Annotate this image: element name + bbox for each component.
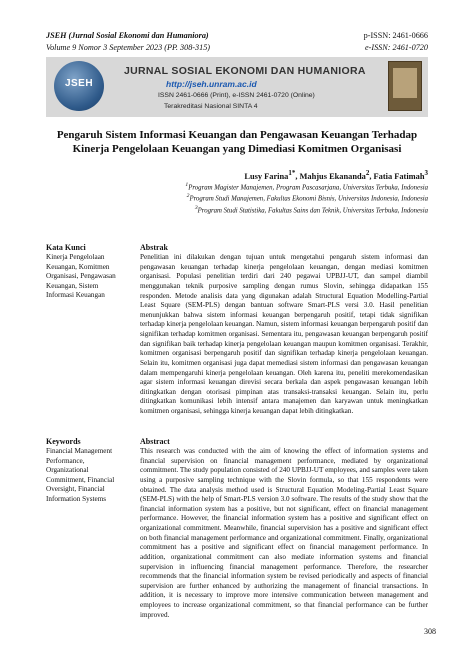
journal-cover-image <box>388 61 422 111</box>
journal-logo <box>54 61 104 111</box>
volume-info: Volume 9 Nomor 3 September 2023 (PP. 308-315) <box>46 43 211 52</box>
logo-text: JSEH <box>64 78 94 89</box>
affiliation-2: $^2$Program Studi Manajemen, Fakultas Ekonomi Bisnis, Universitas Indonesia, Indonesia <box>186 193 428 203</box>
abstract-id-heading: Abstrak <box>140 243 169 252</box>
banner-issn: ISSN 2461-0666 (Print), e-ISSN 2461-0720 (Online) <box>158 92 315 99</box>
abstract-id-text: Penelitian ini dilakukan dengan tujuan untuk mengetahui pengaruh sistem informasi dan pengawasan keuangan terhadap kinerja pengelolaan keuangan, dengan mediasi komitmen organisasi. Populasi penelitian terdiri dari 240 pegawai UPBJJ-UT, dan sampel diambil menggunakan teknik purposive sampling dengan rumus Slovin, sehingga didapatkan 155 responden. Metode analisis data yang digunakan adalah Structural Equation Modelling-Partial Least Square (SEM-PLS) dengan bantuan software Smart-PLS versi 3.0. Hasil penelitian menunjukkan bahwa sistem informasi keuangan berpengaruh positif, tetapi tidak signifikan terhadap kinerja pengelolaan keuangan. Namun, sistem informasi keuangan berpengaruh positif dan signifikan terhadap komitmen organisasi. Sementara itu, pengawasan keuangan berpengaruh positif dan signifikan baik terhadap kinerja pengelolaan keuangan maupun komitmen organisasi. Terakhir, komitmen organisasi berpengaruh positif dan signifikan terhadap kinerja pengelolaan keuangan. Selain itu, komitmen organisasi juga dapat memediasi sistem informasi dan pengawasan keuangan dalam mempengaruhi kinerja pengelolaan keuangan. Oleh karena itu, peneliti merekomendasikan agar sistem informasi keuangan direvisi secara berkala dan aspek pengawasan keuangan lebih ditingkatkan dengan otorisasi pimpinan atas transaksi-transaksi keuangan. Selain itu, perlu ditingkatkan komunikasi lebih intensif antara manajemen dan karyawan untuk meningkatkan komitmen organisasi, sehingga kinerja keuangan dapat lebih ditingkatkan. <box>140 253 428 415</box>
banner-url: http://jseh.unram.ac.id <box>166 79 257 89</box>
abstract-en-heading: Abstract <box>140 437 170 446</box>
eissn: e-ISSN: 2461-0720 <box>365 43 428 52</box>
pissn: p-ISSN: 2461-0666 <box>363 31 428 40</box>
keywords-en-text: Financial Management Performance, Organizational Commitment, Financial Oversight, Financial Information Systems <box>46 447 115 503</box>
banner-accreditation: Terakreditasi Nasional SINTA 4 <box>164 103 258 110</box>
keywords-id-text: Kinerja Pengelolaan Keuangan, Komitmen Organisasi, Pengawasan Keuangan, Sistem Informasi Keuangan <box>46 253 116 299</box>
abstract-en <box>140 437 428 620</box>
affiliation-3: $^3$Program Studi Statistika, Fakultas Sains dan Teknik, Universitas Terbuka, Indonesia <box>194 204 428 215</box>
journal-banner <box>46 57 428 117</box>
running-header-right <box>364 30 428 54</box>
keywords-en <box>46 437 126 504</box>
page-number: 308 <box>424 627 436 636</box>
journal-name: JSEH (Jurnal Sosial Ekonomi dan Humaniora) <box>46 31 209 40</box>
authors: Lusy Farina$^{1*}$, Mahjus Ekananda$^2$, Fatia Fatimah$^3$ <box>244 169 428 181</box>
affiliation-1: $^1$Program Magister Manajemen, Program Pascasarjana, Universitas Terbuka, Indonesia <box>185 182 428 192</box>
banner-title: JURNAL SOSIAL EKONOMI DAN HUMANIORA <box>124 65 366 77</box>
running-header-left <box>46 30 210 54</box>
article-title: Pengaruh Sistem Informasi Keuangan dan Pengawasan Keuangan Terhadap Kinerja Pengelolaan Keuangan yang Dimediasi Komitmen Organisasi <box>56 129 418 155</box>
keywords-id <box>46 243 126 301</box>
keywords-en-heading: Keywords <box>46 437 81 446</box>
abstract-en-text: This research was conducted with the aim of knowing the effect of information systems and financial supervision on financial management performance, mediated by organizational commitment. The study population consisted of 240 UPBJJ-UT employees, and samples were taken using a purposive sampling technique with the Slovin formula, so that 155 respondents were obtained. The data analysis method used is Structural Equation Modeling-Partial Least Square (SEM-PLS) with the help of Smart-PLS version 3.0 software. The results of the study show that the financial information system has a positive, but not significant, effect on financial management performance. However, the financial information system has a positive and significant effect on organizational commitment. Meanwhile, financial supervision has a positive and significant effect on both financial management performance and organizational commitment. Finally, organizational commitment has a positive and significant effect on financial management performance. In addition, organizational commitment can also mediate information systems and financial supervision in influencing financial management performance. Therefore, the researcher recommends that the financial information system be revised periodically and aspects of financial supervision are further enhanced by authorizing the management of financial transactions. In addition, it is necessary to improve more intensive communication between management and employees to increase organizational commitment, so that financial performance can be further improved. <box>140 447 428 619</box>
keywords-id-heading: Kata Kunci <box>46 243 86 252</box>
abstract-id <box>140 243 428 417</box>
affiliations <box>185 181 428 215</box>
